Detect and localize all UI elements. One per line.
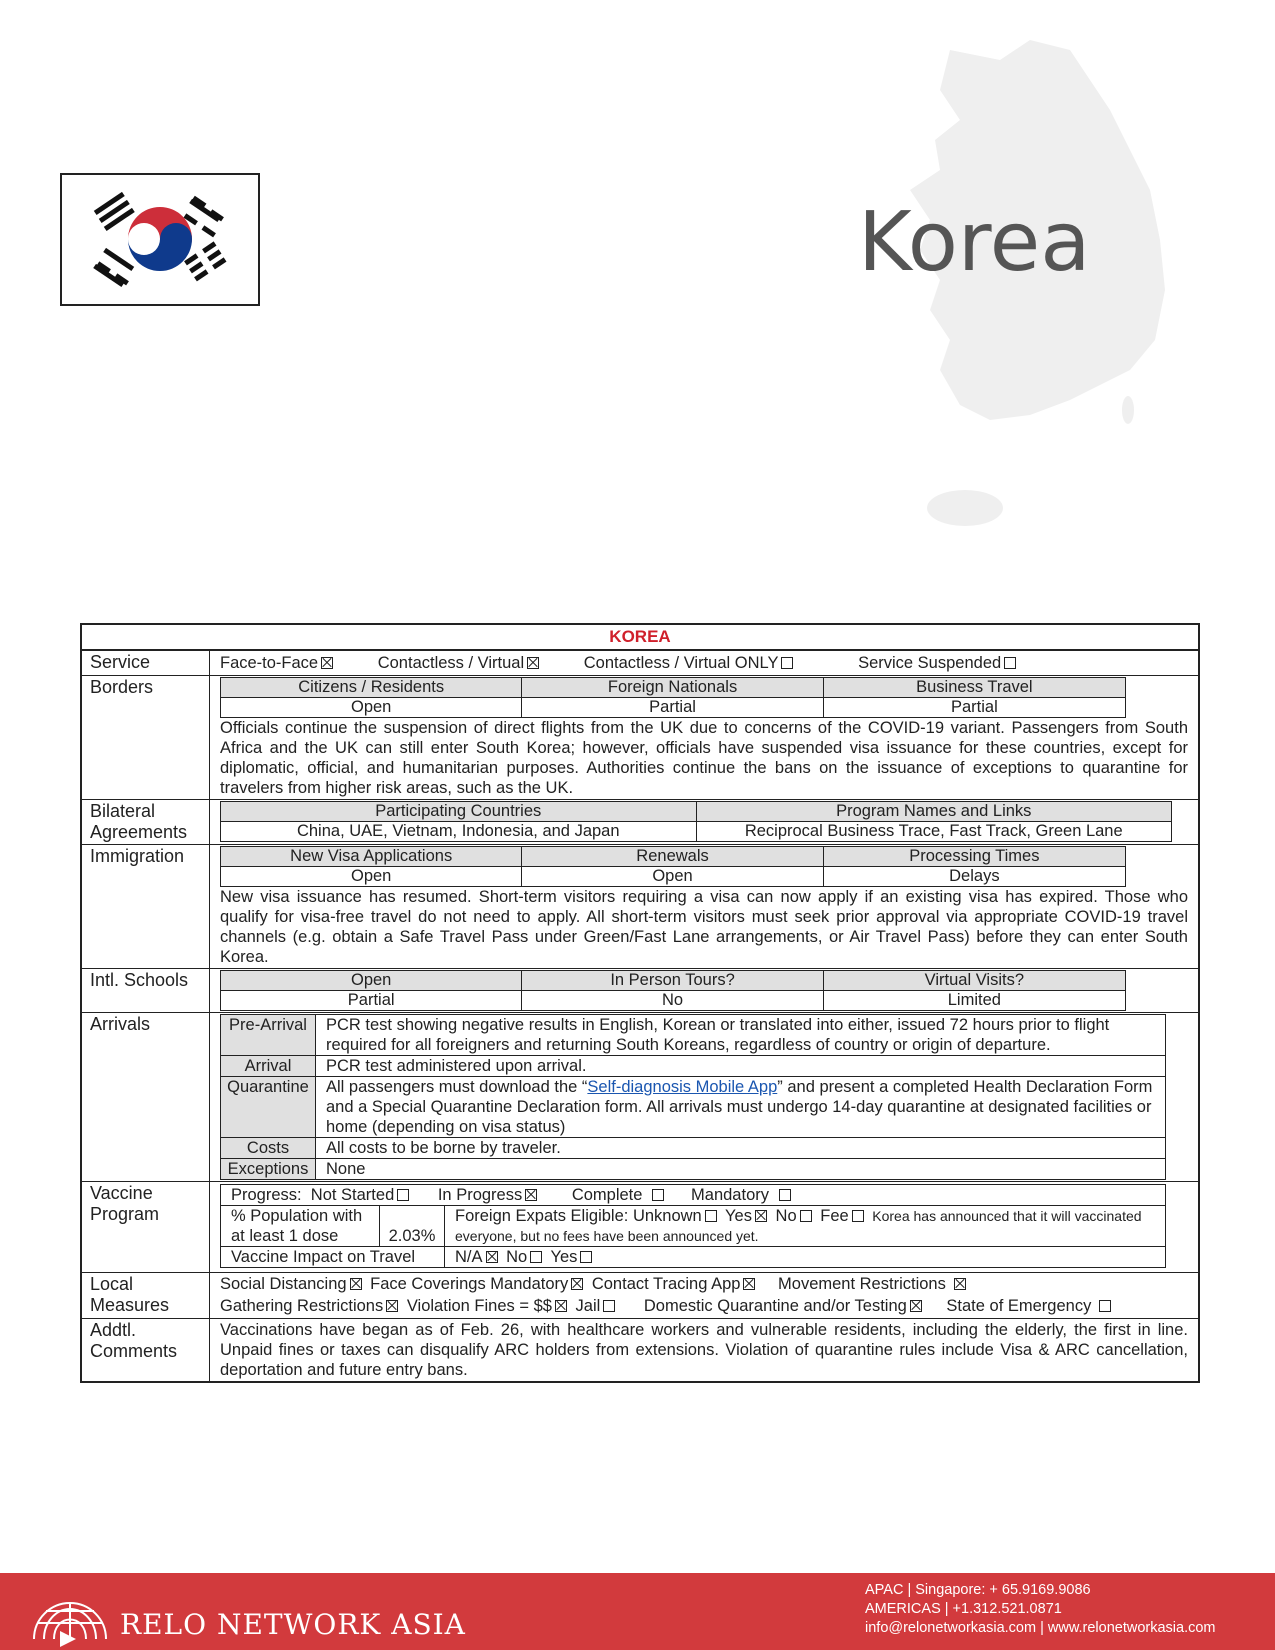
option-contactless-virtual: Contactless / Virtual: [378, 654, 543, 672]
value-cell: Partial: [221, 991, 522, 1011]
quarantine-label: Quarantine: [221, 1077, 316, 1138]
borders-note: Officials continue the suspension of direct flights from the UK due to concerns of the COVID-19 variant. Passengers from South Africa and the UK can still enter South Korea; however, officials have suspended visa issuance for these countries, except for diplomatic, official, and humanitarian purposes. Authorities continue the bans on the issuance of exceptions to quarantine for travelers from higher risk areas, such as the UK.: [220, 719, 1188, 797]
value-cell: Open: [221, 867, 522, 887]
checkbox-empty-icon: [705, 1210, 717, 1222]
checkbox-empty-icon: [530, 1251, 542, 1263]
checkbox-empty-icon: [1099, 1300, 1111, 1312]
immigration-note: New visa issuance has resumed. Short-term visitors requiring a visa can now apply if an existing visa has expired. Those who qualify for visa-free travel do not need to apply. All short-term visitors must seek prior approval via appropriate COVID-19 travel channels (e.g. obtain a Safe Travel Pass under Green/Fast Lane arrangements, or Air Travel Pass) before they can enter South Korea.: [220, 888, 1188, 966]
country-title: Korea: [858, 195, 1091, 290]
checkbox-checked-icon: [525, 1189, 537, 1201]
immigration-row: [82, 845, 1198, 969]
schools-table: [220, 970, 1126, 1011]
option-service-suspended: Service Suspended: [858, 654, 1020, 672]
checkbox-empty-icon: [580, 1251, 592, 1263]
population-label: % Population with at least 1 dose: [221, 1206, 380, 1247]
checkbox-checked-icon: [954, 1278, 966, 1290]
immigration-label: Immigration: [82, 845, 210, 968]
checkbox-empty-icon: [603, 1300, 615, 1312]
service-options: [210, 651, 1198, 675]
table-title: KOREA: [82, 625, 1198, 651]
local-measures-row: [82, 1273, 1198, 1319]
checkbox-checked-icon: [486, 1251, 498, 1263]
value-cell: No: [522, 991, 823, 1011]
checkbox-checked-icon: [755, 1210, 767, 1222]
header-cell: Processing Times: [823, 847, 1125, 867]
checkbox-checked-icon: [910, 1300, 922, 1312]
checkbox-checked-icon: [571, 1278, 583, 1290]
checkbox-checked-icon: [386, 1300, 398, 1312]
service-row: [82, 651, 1198, 676]
header-cell: New Visa Applications: [221, 847, 522, 867]
quarantine-text: All passengers must download the “Self-diagnosis Mobile App” and present a completed Health Declaration Form and a Special Quarantine Declaration form. All arrivals must undergo 14-day quarantine at designated facilities or home (depending on visa status): [316, 1077, 1166, 1138]
value-cell: Partial: [522, 698, 823, 718]
checkbox-empty-icon: [779, 1189, 791, 1201]
borders-label: Borders: [82, 676, 210, 799]
footer-bar: [0, 1573, 1275, 1650]
header-cell: In Person Tours?: [522, 971, 823, 991]
americas-contact: AMERICAS | +1.312.521.0871: [865, 1601, 1062, 1617]
taeguk-icon: [128, 207, 192, 271]
value-cell: Open: [221, 698, 522, 718]
immigration-table: [220, 846, 1126, 887]
value-cell: China, UAE, Vietnam, Indonesia, and Japan: [221, 822, 697, 842]
service-label: Service: [82, 651, 210, 675]
bilateral-table: [220, 801, 1172, 842]
pre-arrival-text: PCR test showing negative results in English, Korean or translated into either, issued 72 hours prior to flight required for all foreigners and returning South Koreans, regardless of country or origin of departure.: [316, 1015, 1166, 1056]
checkbox-checked-icon: [321, 657, 333, 669]
vaccine-row: [82, 1182, 1198, 1273]
checkbox-checked-icon: [555, 1300, 567, 1312]
checkbox-empty-icon: [781, 657, 793, 669]
population-value: 2.03%: [380, 1206, 445, 1247]
globe-logo-icon: [30, 1583, 110, 1647]
trigram-top-left-icon: [94, 192, 135, 231]
self-diagnosis-app-link[interactable]: Self-diagnosis Mobile App: [587, 1078, 778, 1096]
checkbox-empty-icon: [1004, 657, 1016, 669]
arrival-text: PCR test administered upon arrival.: [316, 1056, 1166, 1077]
vaccine-table: [220, 1184, 1166, 1268]
checkbox-empty-icon: [852, 1210, 864, 1222]
value-cell: Reciprocal Business Trace, Fast Track, Green Lane: [696, 822, 1172, 842]
checkbox-checked-icon: [743, 1278, 755, 1290]
value-cell: Partial: [823, 698, 1125, 718]
checkbox-empty-icon: [397, 1189, 409, 1201]
header-cell: Program Names and Links: [696, 802, 1172, 822]
impact-options: N/A No Yes: [445, 1247, 1166, 1268]
exceptions-label: Exceptions: [221, 1159, 316, 1180]
value-cell: Limited: [823, 991, 1125, 1011]
value-cell: Delays: [823, 867, 1125, 887]
checkbox-empty-icon: [800, 1210, 812, 1222]
country-status-table: [80, 623, 1200, 1383]
pre-arrival-label: Pre-Arrival: [221, 1015, 316, 1056]
option-face-to-face: Face-to-Face: [220, 654, 337, 672]
schools-label: Intl. Schools: [82, 969, 210, 1012]
comments-row: [82, 1319, 1198, 1381]
trigram-bottom-left-icon: [93, 248, 134, 287]
costs-label: Costs: [221, 1138, 316, 1159]
schools-row: [82, 969, 1198, 1013]
expats-note: Korea has announced that it will vaccinated everyone, but no fees have been announced yet.: [455, 1208, 1142, 1244]
local-measures-label: Local Measures: [82, 1273, 210, 1318]
checkbox-empty-icon: [652, 1189, 664, 1201]
header-cell: Citizens / Residents: [221, 678, 522, 698]
email-web-contact: info@relonetworkasia.com | www.relonetworkasia.com: [865, 1620, 1216, 1636]
korea-flag: [60, 173, 260, 306]
header-cell: Renewals: [522, 847, 823, 867]
value-cell: Open: [522, 867, 823, 887]
comments-text: Vaccinations have began as of Feb. 26, with healthcare workers and vulnerable residents, including the elderly, the first in line. Unpaid fines or taxes can disqualify ARC holders from extensions. Violation of quarantine rules include Visa & ARC cancellation, deportation and future entry bans.: [220, 1321, 1188, 1379]
local-measures-line2: Gathering Restrictions Violation Fines = $$ Jail Domestic Quarantine and/or Testing State of Emergency: [220, 1296, 1198, 1318]
arrivals-table: [220, 1014, 1166, 1180]
option-contactless-only: Contactless / Virtual ONLY: [584, 654, 798, 672]
arrivals-label: Arrivals: [82, 1013, 210, 1181]
arrivals-row: [82, 1013, 1198, 1182]
header-cell: Virtual Visits?: [823, 971, 1125, 991]
bilateral-row: [82, 800, 1198, 845]
apac-contact: APAC | Singapore: + 65.9169.9086: [865, 1582, 1091, 1598]
bilateral-label: Bilateral Agreements: [82, 800, 210, 844]
checkbox-checked-icon: [527, 657, 539, 669]
comments-label: Addtl. Comments: [82, 1319, 210, 1381]
brand-name: RELO NETWORK ASIA: [120, 1608, 466, 1641]
expats-eligibility: Foreign Expats Eligible: Unknown Yes No Fee Korea has announced that it will vaccinated everyone, but no fees have been announced yet.: [445, 1206, 1166, 1247]
checkbox-checked-icon: [350, 1278, 362, 1290]
header-cell: Participating Countries: [221, 802, 697, 822]
header-cell: Open: [221, 971, 522, 991]
arrival-label: Arrival: [221, 1056, 316, 1077]
header-cell: Business Travel: [823, 678, 1125, 698]
header-cell: Foreign Nationals: [522, 678, 823, 698]
vaccine-progress: Progress: Not Started In Progress Complete Mandatory: [221, 1185, 1166, 1206]
borders-row: [82, 676, 1198, 800]
vaccine-label: Vaccine Program: [82, 1182, 210, 1272]
local-measures-line1: Social Distancing Face Coverings Mandatory Contact Tracing App Movement Restrictions: [220, 1274, 1198, 1296]
exceptions-text: None: [316, 1159, 1166, 1180]
costs-text: All costs to be borne by traveler.: [316, 1138, 1166, 1159]
footer-contacts: [865, 1581, 1216, 1638]
borders-status-table: [220, 677, 1126, 718]
impact-label: Vaccine Impact on Travel: [221, 1247, 445, 1268]
